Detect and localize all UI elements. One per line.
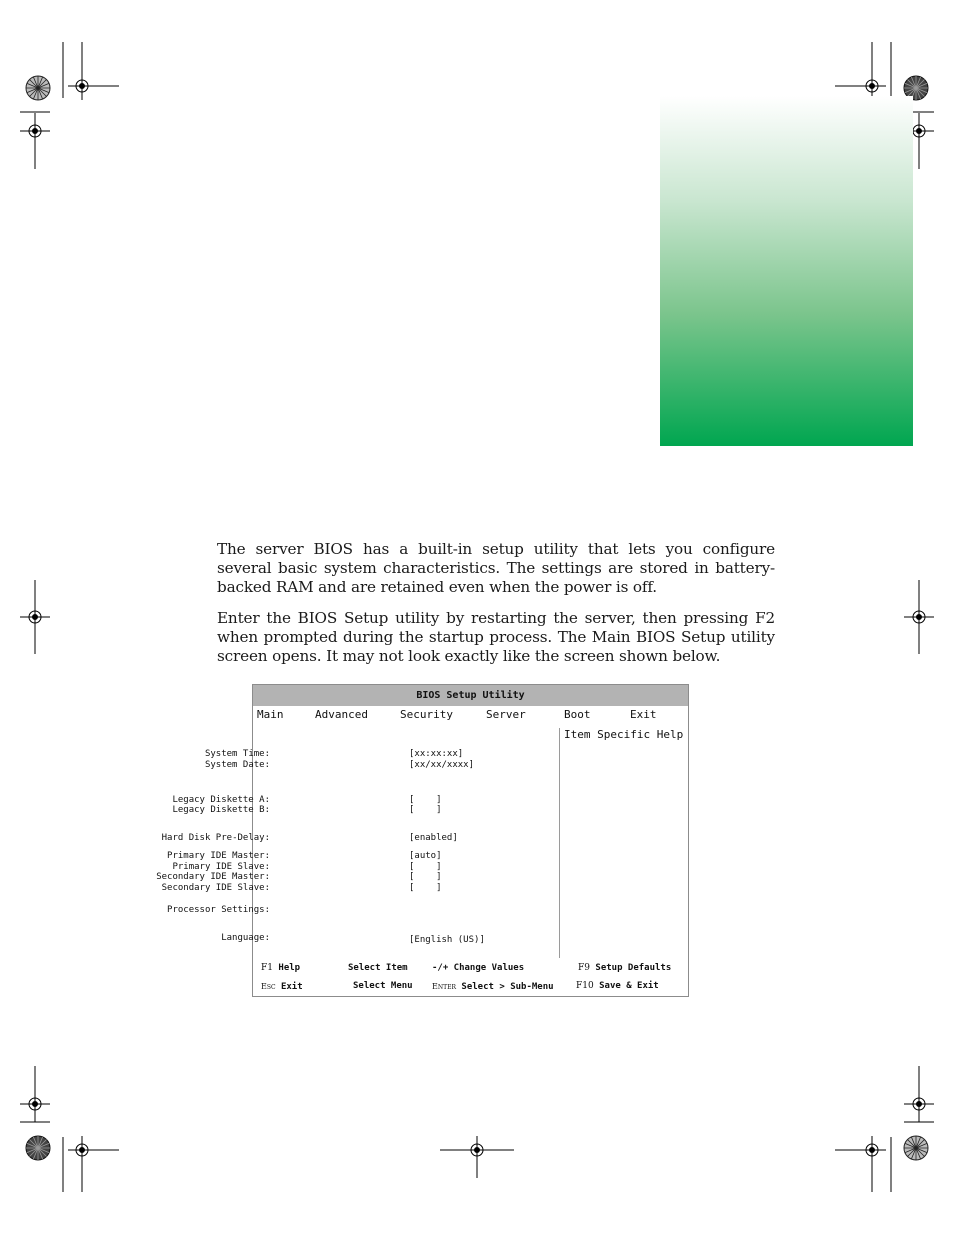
setting-label: Language: xyxy=(221,933,270,943)
setting-label: Secondary IDE Slave: xyxy=(161,883,270,893)
crosshair-mark-tl xyxy=(68,72,119,100)
setting-label: Legacy Diskette A: xyxy=(172,795,270,805)
crosshair-mark-br2 xyxy=(904,1066,934,1122)
crosshair-mark-tl2 xyxy=(20,113,50,169)
intro-paragraph: The server BIOS has a built-in setup utility that lets you configure several basic system characteristics. The settings are stored in battery-backed RAM and are retained even when the power is off. xyxy=(217,540,775,596)
star-target-tl xyxy=(26,76,50,100)
setting-label: Processor Settings: xyxy=(167,905,270,915)
bios-title-bar: BIOS Setup Utility xyxy=(253,685,688,706)
crosshair-mark-bc xyxy=(440,1136,514,1178)
help-column-divider xyxy=(559,728,560,958)
setting-label: Secondary IDE Master: xyxy=(156,872,270,882)
setting-value[interactable]: [enabled] xyxy=(409,833,458,843)
star-target-bl xyxy=(26,1136,50,1160)
chapter-gradient-tab xyxy=(660,96,913,446)
setting-label: Legacy Diskette B: xyxy=(172,805,270,815)
setting-value[interactable]: [ ] xyxy=(409,883,442,893)
menu-boot[interactable]: Boot xyxy=(564,708,591,721)
crosshair-mark-mr xyxy=(904,580,934,654)
footer-enter-submenu: Enter Select > Sub-Menu xyxy=(432,982,554,992)
setting-value[interactable]: [auto] xyxy=(409,851,442,861)
setting-value[interactable]: [ ] xyxy=(409,872,442,882)
crosshair-mark-ml xyxy=(20,580,50,654)
bios-setup-screenshot xyxy=(156,684,689,997)
setting-label: Primary IDE Master: xyxy=(167,851,270,861)
setting-value[interactable]: [xx:xx:xx] xyxy=(409,749,464,759)
setting-label: System Date: xyxy=(204,760,270,770)
setting-value[interactable]: [ ] xyxy=(409,795,442,805)
menu-advanced[interactable]: Advanced xyxy=(315,708,368,721)
crosshair-mark-br xyxy=(835,1136,886,1164)
menu-exit[interactable]: Exit xyxy=(630,708,657,721)
footer-change-values: -/+ Change Values xyxy=(432,963,525,973)
footer-select-item: Select Item xyxy=(348,963,408,973)
footer-select-menu: Select Menu xyxy=(353,981,413,991)
star-target-br xyxy=(904,1136,928,1160)
instructions-paragraph: Enter the BIOS Setup utility by restarting the server, then pressing F2 when prompted during the startup process. The Main BIOS Setup utility screen opens. It may not look exactly like the screen shown below. xyxy=(217,609,775,665)
item-specific-help-title: Item Specific Help xyxy=(564,728,684,741)
setting-label: System Time: xyxy=(204,749,270,759)
setting-value[interactable]: [ ] xyxy=(409,805,442,815)
crosshair-mark-bl xyxy=(68,1136,119,1164)
menu-server[interactable]: Server xyxy=(486,708,526,721)
setting-value[interactable]: [ ] xyxy=(409,862,442,872)
menu-main[interactable]: Main xyxy=(257,708,284,721)
setting-label: Hard Disk Pre-Delay: xyxy=(161,833,270,843)
footer-esc-exit: Esc Exit xyxy=(261,982,303,992)
setting-label: Primary IDE Slave: xyxy=(172,862,270,872)
setting-value[interactable]: [xx/xx/xxxx] xyxy=(409,760,475,770)
crosshair-mark-bl2 xyxy=(20,1066,50,1122)
footer-f1-help: F1 Help xyxy=(261,963,301,973)
footer-f9-defaults: F9 Setup Defaults xyxy=(578,963,672,973)
footer-f10-save-exit: F10 Save & Exit xyxy=(576,981,659,991)
menu-security[interactable]: Security xyxy=(400,708,453,721)
setting-value[interactable]: [English (US)] xyxy=(409,935,485,945)
